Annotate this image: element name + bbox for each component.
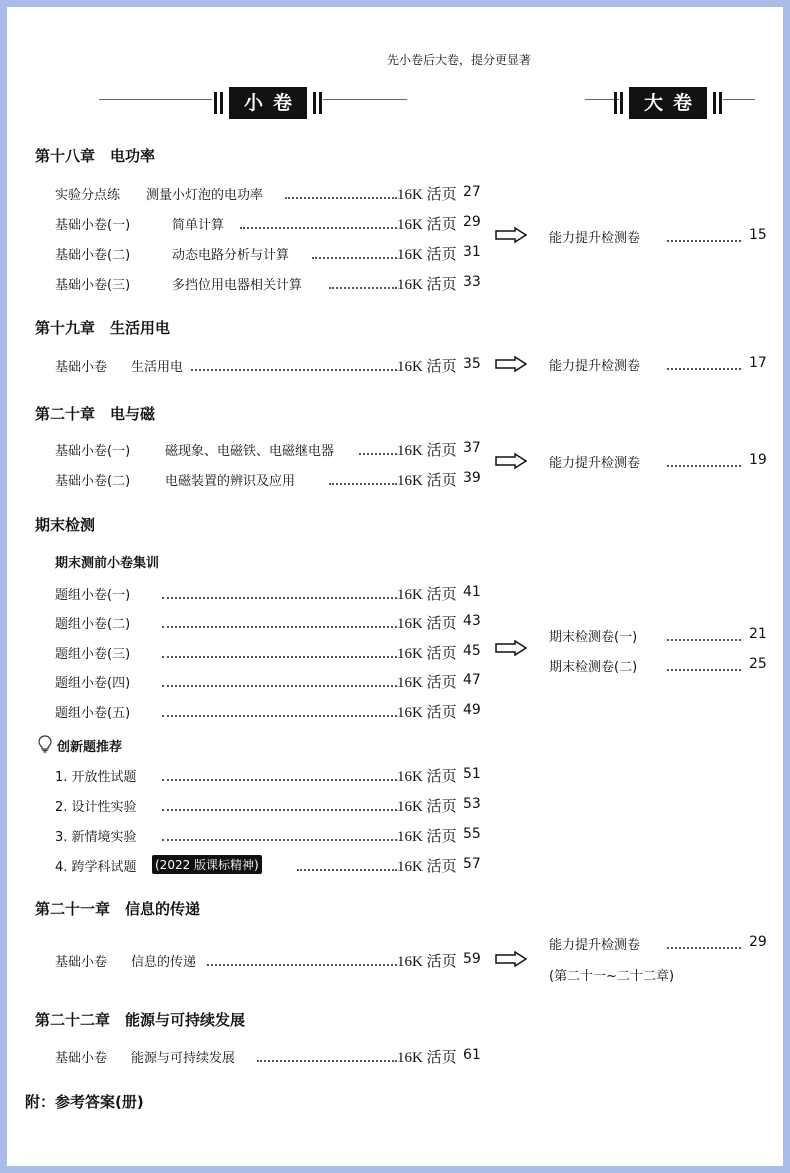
final-subtitle: 期末测前小卷集训 xyxy=(55,556,160,571)
leader-dots xyxy=(162,626,397,628)
hp-label: 16K 活页 xyxy=(397,705,457,721)
item-name: 基础小卷 xyxy=(55,360,108,375)
arrow-right-icon xyxy=(495,356,527,372)
arrow-right-icon xyxy=(495,951,527,967)
divider-right-a xyxy=(585,99,619,100)
leader-dots xyxy=(285,197,397,199)
section-big-label: 大卷 xyxy=(629,87,707,119)
item-name: 实验分点练 xyxy=(55,188,121,203)
item-name: 基础小卷(二) xyxy=(55,474,131,489)
lightbulb-icon xyxy=(37,735,53,753)
hp-label: 16K 活页 xyxy=(397,675,457,691)
big-page-number: 15 xyxy=(749,227,767,243)
big-paper-note: (第二十一~二十二章) xyxy=(549,969,675,984)
chapter-title: 第十八章 电功率 xyxy=(35,147,156,165)
innovation-title: 创新题推荐 xyxy=(57,740,123,755)
page-number: 43 xyxy=(463,613,481,629)
leader-dots xyxy=(359,453,397,455)
big-page-number: 25 xyxy=(749,656,767,672)
item-name: 题组小卷(一) xyxy=(55,588,131,603)
leader-dots xyxy=(162,715,397,717)
arrow-right-icon xyxy=(495,640,527,656)
divider-left-a xyxy=(99,99,212,100)
final-title: 期末检测 xyxy=(35,516,96,534)
page-number: 39 xyxy=(463,470,481,486)
arrow-right-icon xyxy=(495,227,527,243)
page-number: 59 xyxy=(463,951,481,967)
leader-dots xyxy=(162,779,397,781)
leader-dots xyxy=(667,639,741,641)
item-topic: 生活用电 xyxy=(131,360,184,375)
item-name: 2. 设计性实验 xyxy=(55,800,137,815)
leader-dots xyxy=(162,656,397,658)
item-topic: 能源与可持续发展 xyxy=(131,1051,236,1066)
page-number: 47 xyxy=(463,672,481,688)
page-number: 31 xyxy=(463,244,481,260)
final-paper-label: 期末检测卷(二) xyxy=(549,660,638,675)
curriculum-tag: (2022 版课标精神) xyxy=(152,855,262,874)
page-number: 27 xyxy=(463,184,481,200)
leader-dots xyxy=(329,287,397,289)
chapter-title: 第二十一章 信息的传递 xyxy=(35,900,201,918)
leader-dots xyxy=(240,227,397,229)
divider-right-b xyxy=(723,99,755,100)
leader-dots xyxy=(329,483,397,485)
leader-dots xyxy=(257,1060,397,1062)
leader-dots xyxy=(667,240,741,242)
item-name: 题组小卷(二) xyxy=(55,617,131,632)
big-page-number: 17 xyxy=(749,355,767,371)
hp-label: 16K 活页 xyxy=(397,1050,457,1066)
leader-dots xyxy=(667,669,741,671)
hp-label: 16K 活页 xyxy=(397,616,457,632)
leader-dots xyxy=(667,947,741,949)
page-number: 53 xyxy=(463,796,481,812)
page-number: 45 xyxy=(463,643,481,659)
hp-label: 16K 活页 xyxy=(397,217,457,233)
appendix: 附：参考答案(册) xyxy=(25,1093,144,1111)
page-number: 57 xyxy=(463,856,481,872)
big-paper-label: 能力提升检测卷 xyxy=(549,938,641,953)
page-number: 33 xyxy=(463,274,481,290)
chapter-title: 第十九章 生活用电 xyxy=(35,319,171,337)
final-paper-label: 期末检测卷(一) xyxy=(549,630,638,645)
page-number: 55 xyxy=(463,826,481,842)
leader-dots xyxy=(297,869,397,871)
item-topic: 测量小灯泡的电功率 xyxy=(146,188,264,203)
slogan: 先小卷后大卷，提分更显著 xyxy=(387,53,532,67)
page-number: 41 xyxy=(463,584,481,600)
hp-label: 16K 活页 xyxy=(397,473,457,489)
item-name: 基础小卷(三) xyxy=(55,278,131,293)
arrow-right-icon xyxy=(495,453,527,469)
hp-label: 16K 活页 xyxy=(397,587,457,603)
chapter-title: 第二十章 电与磁 xyxy=(35,405,156,423)
hp-label: 16K 活页 xyxy=(397,247,457,263)
leader-dots xyxy=(162,809,397,811)
leader-dots xyxy=(162,597,397,599)
item-name: 基础小卷 xyxy=(55,1051,108,1066)
item-topic: 多挡位用电器相关计算 xyxy=(172,278,303,293)
item-topic: 电磁装置的辨识及应用 xyxy=(165,474,296,489)
hp-label: 16K 活页 xyxy=(397,859,457,875)
item-topic: 信息的传递 xyxy=(131,955,197,970)
item-topic: 简单计算 xyxy=(172,218,225,233)
leader-dots xyxy=(667,465,741,467)
page-number: 51 xyxy=(463,766,481,782)
section-small-label: 小卷 xyxy=(229,87,307,119)
leader-dots xyxy=(191,369,397,371)
item-name: 1. 开放性试题 xyxy=(55,770,137,785)
page-number: 35 xyxy=(463,356,481,372)
page-number: 37 xyxy=(463,440,481,456)
item-name: 题组小卷(五) xyxy=(55,706,131,721)
leader-dots xyxy=(667,368,741,370)
item-name: 题组小卷(四) xyxy=(55,676,131,691)
leader-dots xyxy=(312,257,397,259)
hp-label: 16K 活页 xyxy=(397,799,457,815)
item-name: 基础小卷(一) xyxy=(55,444,131,459)
big-page-number: 29 xyxy=(749,934,767,950)
hp-label: 16K 活页 xyxy=(397,443,457,459)
hp-label: 16K 活页 xyxy=(397,646,457,662)
item-name: 4. 跨学科试题 xyxy=(55,860,137,875)
item-topic: 磁现象、电磁铁、电磁继电器 xyxy=(165,444,335,459)
leader-dots xyxy=(207,964,397,966)
chapter-title: 第二十二章 能源与可持续发展 xyxy=(35,1011,246,1029)
item-name: 3. 新情境实验 xyxy=(55,830,137,845)
hp-label: 16K 活页 xyxy=(397,187,457,203)
divider-left-b xyxy=(323,99,407,100)
page-number: 61 xyxy=(463,1047,481,1063)
hp-label: 16K 活页 xyxy=(397,829,457,845)
leader-dots xyxy=(162,839,397,841)
page-number: 49 xyxy=(463,702,481,718)
hp-label: 16K 活页 xyxy=(397,769,457,785)
item-topic: 动态电路分析与计算 xyxy=(172,248,290,263)
item-name: 题组小卷(三) xyxy=(55,647,131,662)
item-name: 基础小卷(一) xyxy=(55,218,131,233)
hp-label: 16K 活页 xyxy=(397,277,457,293)
leader-dots xyxy=(162,685,397,687)
big-paper-label: 能力提升检测卷 xyxy=(549,231,641,246)
hp-label: 16K 活页 xyxy=(397,954,457,970)
item-name: 基础小卷 xyxy=(55,955,108,970)
page-number: 29 xyxy=(463,214,481,230)
hp-label: 16K 活页 xyxy=(397,359,457,375)
big-paper-label: 能力提升检测卷 xyxy=(549,456,641,471)
item-name: 基础小卷(二) xyxy=(55,248,131,263)
big-page-number: 21 xyxy=(749,626,767,642)
big-paper-label: 能力提升检测卷 xyxy=(549,359,641,374)
big-page-number: 19 xyxy=(749,452,767,468)
